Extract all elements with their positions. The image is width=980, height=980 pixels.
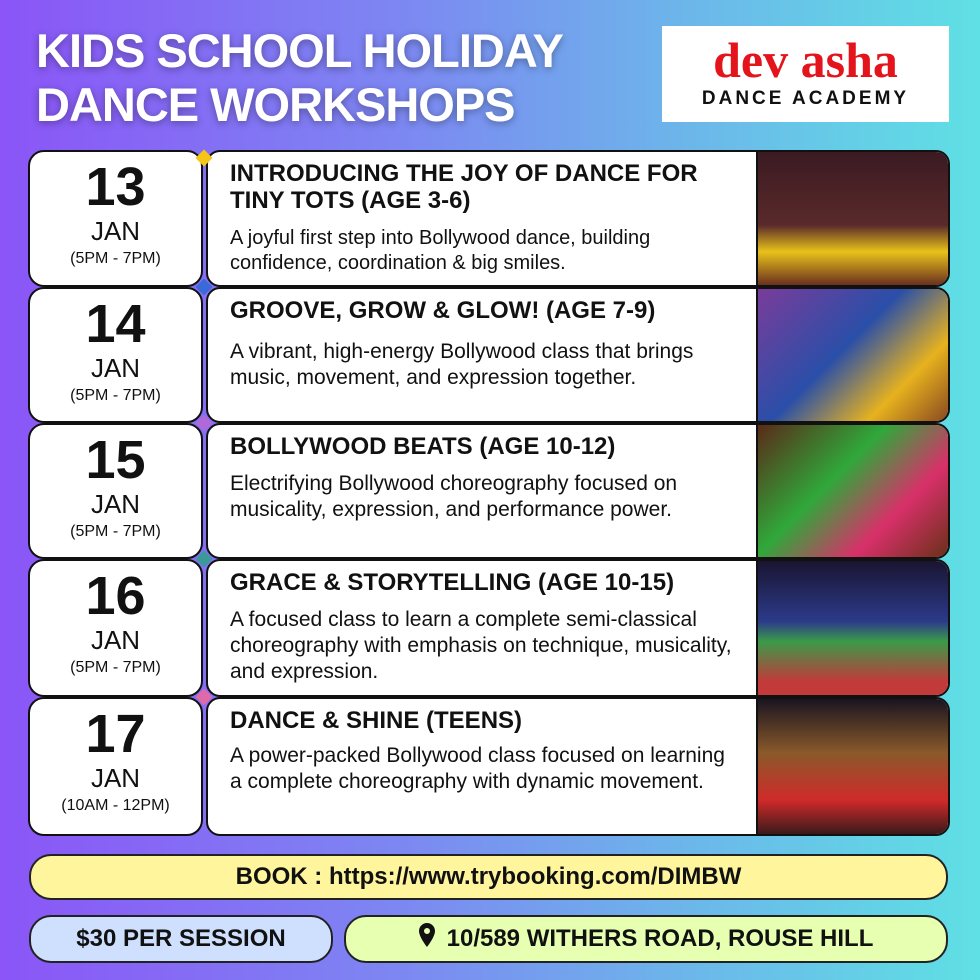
session-card bbox=[206, 150, 950, 287]
date-box bbox=[28, 287, 203, 423]
logo-subtitle: DANCE ACADEMY bbox=[701, 88, 910, 109]
academy-logo bbox=[662, 26, 949, 122]
time: (5PM - 7PM) bbox=[70, 523, 161, 540]
month: JAN bbox=[90, 216, 141, 246]
session-heading: INTRODUCING THE JOY OF DANCE FOR TINY TOTS (AGE 3-6) bbox=[230, 160, 698, 214]
month: JAN bbox=[90, 625, 141, 655]
dance-photo bbox=[756, 289, 948, 421]
month: JAN bbox=[90, 353, 141, 383]
session-row bbox=[28, 559, 950, 697]
price-badge: $30 PER SESSION bbox=[29, 915, 333, 963]
month: JAN bbox=[90, 763, 141, 793]
session-heading: GRACE & STORYTELLING (AGE 10-15) bbox=[230, 569, 675, 596]
address-text: 10/589 WITHERS ROAD, ROUSE HILL bbox=[446, 925, 874, 952]
session-row bbox=[28, 150, 950, 287]
date-box bbox=[28, 559, 203, 697]
session-heading: DANCE & SHINE (TEENS) bbox=[230, 707, 523, 734]
location-pin-icon bbox=[419, 918, 435, 962]
session-row bbox=[28, 697, 950, 836]
dance-photo bbox=[756, 699, 948, 834]
session-card bbox=[206, 559, 950, 697]
day: 17 bbox=[85, 704, 146, 764]
day: 14 bbox=[85, 294, 146, 354]
time: (5PM - 7PM) bbox=[70, 659, 161, 676]
session-heading: BOLLYWOOD BEATS (AGE 10-12) bbox=[230, 433, 616, 460]
session-row bbox=[28, 423, 950, 559]
time: (5PM - 7PM) bbox=[70, 387, 161, 404]
title-line-1: KIDS SCHOOL HOLIDAY bbox=[36, 24, 563, 77]
session-card bbox=[206, 423, 950, 559]
session-description: A vibrant, high-energy Bollywood class that brings music, movement, and expression together. bbox=[230, 340, 694, 389]
time: (5PM - 7PM) bbox=[70, 250, 161, 267]
session-description: A focused class to learn a complete semi-classical choreography with emphasis on technique, musicality, and expression. bbox=[230, 608, 732, 683]
session-description: A joyful first step into Bollywood dance, building confidence, coordination & big smiles. bbox=[230, 227, 651, 274]
session-description: Electrifying Bollywood choreography focused on musicality, expression, and performance power. bbox=[230, 472, 678, 521]
session-card bbox=[206, 697, 950, 836]
session-card bbox=[206, 287, 950, 423]
booking-link[interactable]: BOOK : https://www.trybooking.com/DIMBW bbox=[29, 854, 948, 900]
session-row bbox=[28, 287, 950, 423]
date-box bbox=[28, 697, 203, 836]
day: 15 bbox=[85, 430, 146, 490]
title-line-2: DANCE WORKSHOPS bbox=[36, 78, 515, 131]
address-badge bbox=[344, 915, 948, 963]
date-box bbox=[28, 423, 203, 559]
month: JAN bbox=[90, 489, 141, 519]
session-heading: GROOVE, GROW & GLOW! (AGE 7-9) bbox=[230, 297, 656, 324]
time: (10AM - 12PM) bbox=[61, 797, 170, 814]
logo-name: dev asha bbox=[713, 32, 898, 88]
day: 16 bbox=[85, 566, 146, 626]
session-description: A power-packed Bollywood class focused on learning a complete choreography with dynamic movement. bbox=[230, 744, 725, 793]
dance-photo bbox=[756, 152, 948, 285]
dance-photo bbox=[756, 425, 948, 557]
dance-photo bbox=[756, 561, 948, 695]
day: 13 bbox=[85, 157, 146, 217]
page-title bbox=[36, 24, 563, 132]
date-box bbox=[28, 150, 203, 287]
